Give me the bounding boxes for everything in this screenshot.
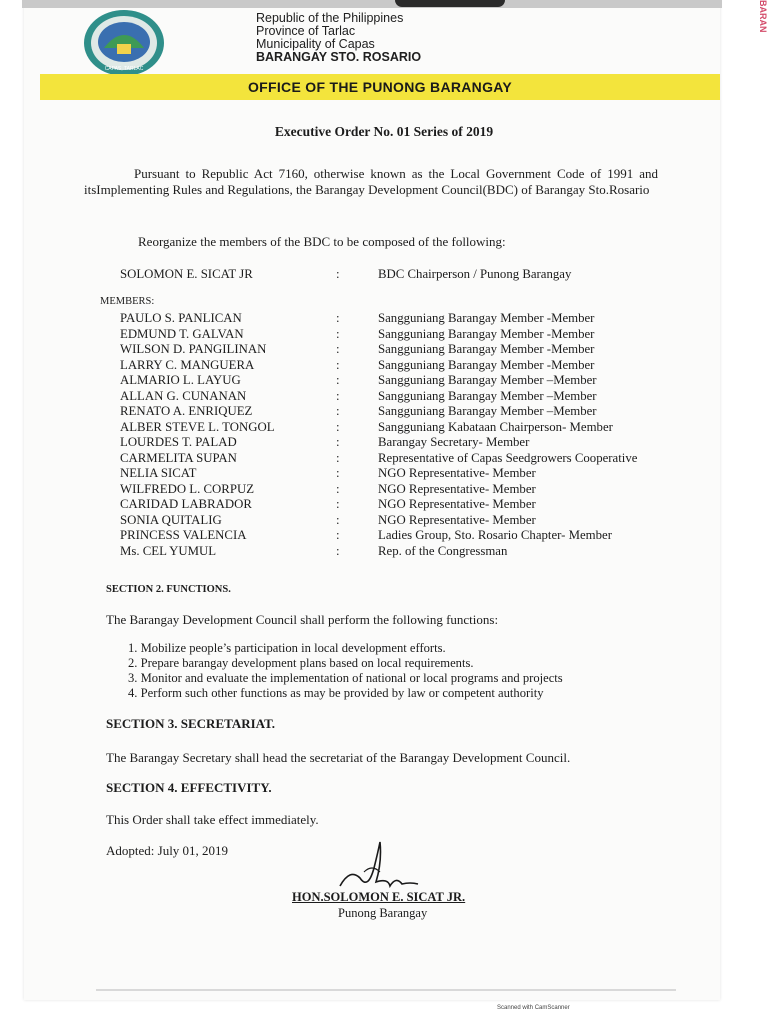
member-role: Rep. of the Congressman <box>378 543 508 558</box>
member-colon: : <box>336 481 340 496</box>
letterhead-barangay: BARANGAY STO. ROSARIO <box>256 50 422 64</box>
member-colon: : <box>336 404 340 418</box>
member-colon: : <box>336 342 340 356</box>
member-name: WILSON D. PANGILINAN <box>120 342 267 356</box>
seal-text: CAPAS, TARLAC <box>104 66 144 72</box>
member-colon: : <box>336 373 340 387</box>
member-colon: : <box>336 326 340 341</box>
reorganize-statement: Reorganize the members of the BDC to be composed of the following: <box>138 234 506 249</box>
member-role: Sangguniang Barangay Member –Member <box>378 404 597 418</box>
member-name: ALLAN G. CUNANAN <box>120 388 247 403</box>
section2-intro: The Barangay Development Council shall perform the following functions: <box>106 612 499 627</box>
page-bottom-edge <box>96 989 676 991</box>
member-role: Barangay Secretary- Member <box>378 435 530 449</box>
member-colon: : <box>336 450 340 465</box>
member-role: Sangguniang Barangay Member –Member <box>378 373 597 387</box>
member-name: ALMARIO L. LAYUG <box>120 373 241 387</box>
member-colon: : <box>336 543 340 558</box>
member-role: Sangguniang Kabataan Chairperson- Member <box>378 419 613 434</box>
member-colon: : <box>336 357 340 372</box>
member-name: CARIDAD LABRADOR <box>120 497 252 511</box>
signatory-title: Punong Barangay <box>338 906 428 920</box>
member-name: LARRY C. MANGUERA <box>120 357 255 372</box>
section4-heading: SECTION 4. EFFECTIVITY. <box>106 780 272 795</box>
member-name: PAULO S. PANLICAN <box>120 311 242 325</box>
member-name: Ms. CEL YUMUL <box>120 543 217 558</box>
member-role: NGO Representative- Member <box>378 497 536 511</box>
member-name: RENATO A. ENRIQUEZ <box>120 404 253 418</box>
member-colon: : <box>336 419 340 434</box>
function-item: 2. Prepare barangay development plans based on local requirements. <box>128 656 474 670</box>
member-role: Sangguniang Barangay Member –Member <box>378 388 597 403</box>
office-banner: OFFICE OF THE PUNONG BARANGAY <box>40 74 720 100</box>
section3-heading: SECTION 3. SECRETARIAT. <box>106 716 276 731</box>
scan-shadow <box>395 0 505 7</box>
member-role: Sangguniang Barangay Member -Member <box>378 326 595 341</box>
section3-body: The Barangay Secretary shall head the secretariat of the Barangay Development Council. <box>106 750 571 765</box>
barangay-seal-logo <box>72 8 172 78</box>
member-role: Ladies Group, Sto. Rosario Chapter- Member <box>378 528 612 542</box>
letterhead <box>256 12 421 64</box>
signatory-name: HON.SOLOMON E. SICAT JR. <box>292 890 466 904</box>
member-role: Sangguniang Barangay Member -Member <box>378 311 595 325</box>
member-name: CARMELITA SUPAN <box>120 450 237 465</box>
section2-heading: SECTION 2. FUNCTIONS. <box>106 584 231 595</box>
member-colon: : <box>336 528 340 542</box>
functions-list <box>128 641 563 701</box>
letterhead-republic: Republic of the Philippines <box>256 11 404 25</box>
intro-paragraph: Pursuant to Republic Act 7160, otherwise known as the Local Government Code of 1991 and itsImplementing Rules and Regulations, the Barangay Development Council(BDC) of Barangay Sto.Rosario <box>84 166 658 197</box>
section4-body: This Order shall take effect immediately. <box>106 812 319 827</box>
function-item: 1. Mobilize people’s participation in local development efforts. <box>128 641 446 655</box>
scanner-watermark: Scanned with CamScanner <box>497 1005 570 1011</box>
chair-name: SOLOMON E. SICAT JR <box>120 267 253 281</box>
letterhead-municipality: Municipality of Capas <box>256 37 375 51</box>
letterhead-province: Province of Tarlac <box>256 24 356 38</box>
document-title: Executive Order No. 01 Series of 2019 <box>274 124 494 139</box>
member-name: PRINCESS VALENCIA <box>120 528 247 542</box>
member-role: Sangguniang Barangay Member -Member <box>378 357 595 372</box>
member-name: ALBER STEVE L. TONGOL <box>120 419 275 434</box>
scan-top-edge <box>22 0 722 8</box>
member-role: Representative of Capas Seedgrowers Cooperative <box>378 450 638 465</box>
member-name: LOURDES T. PALAD <box>120 435 237 449</box>
function-item: 3. Monitor and evaluate the implementation of national or local programs and projects <box>128 671 563 685</box>
members-label: MEMBERS: <box>100 296 155 307</box>
member-role: Sangguniang Barangay Member -Member <box>378 342 595 356</box>
member-role: NGO Representative- Member <box>378 512 536 527</box>
member-role: NGO Representative- Member <box>378 466 536 480</box>
member-name: WILFREDO L. CORPUZ <box>120 481 255 496</box>
function-item: 4. Perform such other functions as may be provided by law or competent authority <box>128 686 544 700</box>
member-name: NELIA SICAT <box>120 466 197 480</box>
corner-stamp: BARAN <box>758 0 768 33</box>
member-colon: : <box>336 497 340 511</box>
member-colon: : <box>336 512 340 527</box>
member-colon: : <box>336 311 340 325</box>
member-colon: : <box>336 435 340 449</box>
member-name: EDMUND T. GALVAN <box>120 326 244 341</box>
adopted-date: Adopted: July 01, 2019 <box>106 843 229 858</box>
member-colon: : <box>336 466 340 480</box>
chair-colon: : <box>336 267 340 281</box>
member-role: NGO Representative- Member <box>378 481 536 496</box>
chair-role: BDC Chairperson / Punong Barangay <box>378 267 572 281</box>
member-colon: : <box>336 388 340 403</box>
member-name: SONIA QUITALIG <box>120 512 222 527</box>
